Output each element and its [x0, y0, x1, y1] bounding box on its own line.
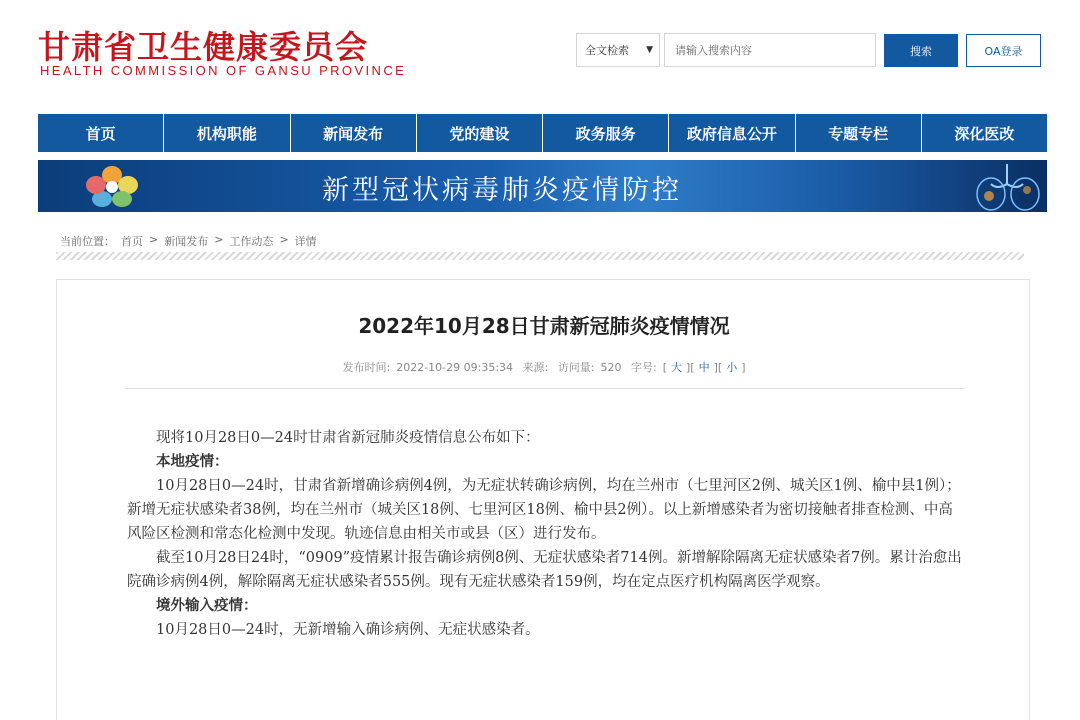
article-panel — [56, 279, 1030, 720]
site-header — [0, 0, 1080, 114]
meta-divider — [125, 388, 965, 389]
banner-title: 新型冠状病毒肺炎疫情防控 — [322, 175, 682, 206]
site-logo-en[interactable]: HEALTH COMMISSION OF GANSU PROVINCE — [40, 63, 407, 78]
paragraph-imported-heading: 境外输入疫情： — [156, 597, 258, 614]
font-medium-link[interactable]: 中 — [698, 361, 710, 374]
breadcrumb-news[interactable]: 新闻发布 — [164, 235, 209, 248]
covid-banner[interactable] — [38, 160, 1047, 212]
breadcrumb-work[interactable]: 工作动态 — [229, 235, 274, 248]
nav-item-party[interactable]: 党的建设 — [417, 114, 543, 152]
nav-item-disclosure[interactable]: 政府信息公开 — [669, 114, 795, 152]
oa-login-button[interactable]: OA登录 — [966, 34, 1041, 67]
breadcrumb-home[interactable]: 首页 — [121, 235, 143, 248]
breadcrumb-label: 当前位置： — [60, 235, 115, 248]
search-bar — [576, 33, 876, 67]
nav-item-home[interactable]: 首页 — [38, 114, 164, 152]
search-scope-label: 全文检索 — [585, 44, 629, 57]
nav-item-functions[interactable]: 机构职能 — [164, 114, 290, 152]
paragraph-intro: 现将10月28日0—24时甘肃省新冠肺炎疫情信息公布如下： — [156, 430, 540, 446]
article-meta: 发布时间: 2022-10-29 09:35:34 来源: 访问量: 520 字号: [ 大 ][ 中 ][ 小 ] — [342, 361, 746, 374]
font-large-link[interactable]: 大 — [671, 361, 682, 374]
breadcrumb-sep: > — [279, 233, 289, 246]
nav-item-reform[interactable]: 深化医改 — [954, 124, 1015, 143]
font-small-link[interactable]: 小 — [726, 361, 738, 374]
paragraph-imported-detail: 10月28日0—24时，无新增输入确诊病例、无症状感染者。 — [156, 622, 540, 638]
nav-item-topics[interactable]: 专题专栏 — [796, 114, 922, 152]
breadcrumb-sep: > — [149, 233, 159, 246]
paragraph-cumulative: 截至10月28日24时，“0909”疫情累计报告确诊病例8例、无症状感染者714例。新增解除隔离无症状感染者7例。累计治愈出院确诊病例4例，解除隔离无症状感染者555例。现有无症状感染者159例，均在定点医疗机构隔离医学观察。 — [127, 550, 962, 590]
search-input[interactable]: 请输入搜索内容 — [664, 33, 876, 67]
visits-label: 访问量: — [557, 361, 595, 374]
nav-item-news[interactable]: 新闻发布 — [291, 114, 417, 152]
publish-label: 发布时间: — [342, 361, 391, 374]
article-title: 2022年10月28日甘肃新冠肺炎疫情情况 — [358, 314, 730, 338]
paragraph-local-detail: 10月28日0—24时，甘肃省新增确诊病例4例，为无症状转确诊病例，均在兰州市（七里河区2例、城关区1例、榆中县1例）；新增无症状感染者38例，均在兰州市（城关区18例、七里河区18例、榆中县2例）。以上新增感染者为密切接触者排查检测、中高风险区检测和常态化检测中发现。轨迹信息由相关市或县（区）进行发布。 — [127, 478, 961, 542]
font-size-label: 字号: — [630, 361, 657, 374]
hatch-divider — [56, 252, 1024, 260]
search-button[interactable]: 搜索 — [884, 34, 958, 67]
lungs-graphic-icon — [967, 160, 1047, 212]
main-nav — [38, 114, 1047, 152]
breadcrumb — [60, 233, 317, 249]
flower-logo-icon — [78, 163, 144, 209]
visits-count: 520 — [600, 361, 622, 374]
nav-item-services[interactable]: 政务服务 — [543, 114, 669, 152]
paragraph-local-heading: 本地疫情： — [156, 453, 229, 470]
source-label: 来源: — [522, 361, 549, 374]
article-content — [127, 426, 965, 642]
search-scope-select[interactable] — [576, 33, 660, 67]
breadcrumb-current: 详情 — [294, 235, 317, 248]
site-logo-cn[interactable]: 甘肃省卫生健康委员会 — [38, 28, 369, 66]
publish-time: 2022-10-29 09:35:34 — [396, 361, 514, 374]
breadcrumb-sep: > — [214, 233, 224, 246]
chevron-down-icon: ▼ — [646, 45, 653, 55]
